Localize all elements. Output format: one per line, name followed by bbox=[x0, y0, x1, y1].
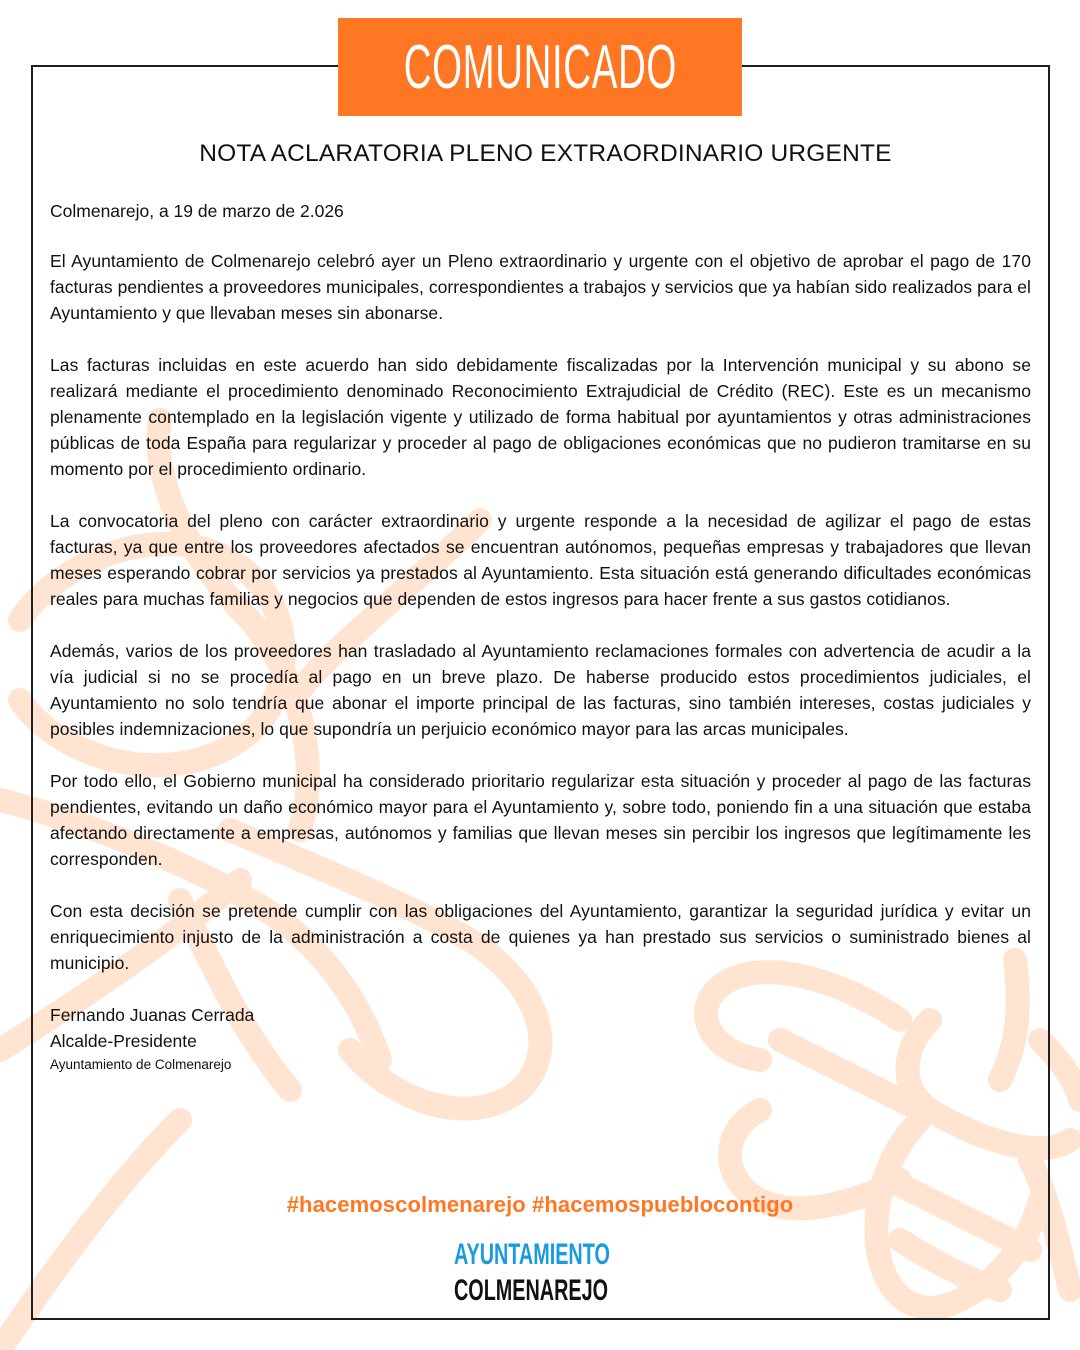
logo-wordmark bbox=[454, 1240, 690, 1306]
signatory-organization: Ayuntamiento de Colmenarejo bbox=[50, 1057, 232, 1072]
signature-block bbox=[50, 1002, 1031, 1076]
logo-line-colmenarejo: COLMENAREJO bbox=[454, 1274, 609, 1307]
paragraph-5: Por todo ello, el Gobierno municipal ha considerado prioritario regularizar esta situación y proceder al pago de las facturas pendientes, evitando un daño económico mayor para el Ayuntamiento y, sobre todo, poniendo fin a una situación que estaba afectando directamente a empresas, autónomos y familias que llevan meses sin percibir los ingresos que legítimamente les corresponden. bbox=[50, 771, 1031, 869]
document-body bbox=[50, 140, 1031, 1076]
logo-line-ayuntamiento: AYUNTAMIENTO bbox=[454, 1238, 610, 1271]
signatory-name: Fernando Juanas Cerrada bbox=[50, 1005, 255, 1025]
municipality-logo bbox=[420, 1235, 680, 1311]
paragraph-1: El Ayuntamiento de Colmenarejo celebró ayer un Pleno extraordinario y urgente con el objetivo de aprobar el pago de 170 facturas pendientes a proveedores municipales, correspondientes a trabajos y servicios que ya habían sido realizados para el Ayuntamiento y que llevaban meses sin abonarse. bbox=[50, 251, 1031, 323]
comunicado-badge bbox=[338, 18, 742, 116]
paragraph-2: Las facturas incluidas en este acuerdo han sido debidamente fiscalizadas por la Intervención municipal y su abono se realizará mediante el procedimiento denominado Reconocimiento Extrajudicial de Crédito (REC). Este es un mecanismo plenamente contemplado en la legislación vigente y utilizado de forma habitual por ayuntamientos y otras administraciones públicas de toda España para regularizar y proceder al pago de obligaciones económicas que no pudieron tramitarse en su momento por el procedimiento ordinario. bbox=[50, 355, 1031, 479]
paragraph-6: Con esta decisión se pretende cumplir con las obligaciones del Ayuntamiento, garantizar la seguridad jurídica y evitar un enriquecimiento injusto de la administración a costa de quienes ya han prestado sus servicios o suministrado bienes al municipio. bbox=[50, 901, 1031, 973]
hashtags: #hacemoscolmenarejo #hacemospueblocontigo bbox=[286, 1192, 794, 1217]
paragraph-3: La convocatoria del pleno con carácter extraordinario y urgente responde a la necesidad de agilizar el pago de estas facturas, ya que entre los proveedores afectados se encuentran autónomos, pequeñas empresas y trabajadores que llevan meses esperando cobrar por servicios ya prestados al Ayuntamiento. Esta situación está generando dificultades económicas reales para muchas familias y negocios que dependen de estos ingresos para hacer frente a sus gastos cotidianos. bbox=[50, 511, 1031, 609]
page-title: NOTA ACLARATORIA PLENO EXTRAORDINARIO URGENTE bbox=[199, 140, 892, 167]
badge-label: COMUNICADO bbox=[403, 32, 677, 102]
paragraph-4: Además, varios de los proveedores han trasladado al Ayuntamiento reclamaciones formales con advertencia de acudir a la vía judicial si no se procedía al pago en un breve plazo. De haberse producido estos procedimientos judiciales, el Ayuntamiento no solo tendría que abonar el importe principal de las facturas, sino también intereses, costas judiciales y posibles indemnizaciones, lo que supondría un perjuicio económico mayor para las arcas municipales. bbox=[50, 641, 1031, 739]
signatory-role: Alcalde-Presidente bbox=[50, 1031, 197, 1051]
date-line: Colmenarejo, a 19 de marzo de 2.026 bbox=[50, 201, 344, 221]
